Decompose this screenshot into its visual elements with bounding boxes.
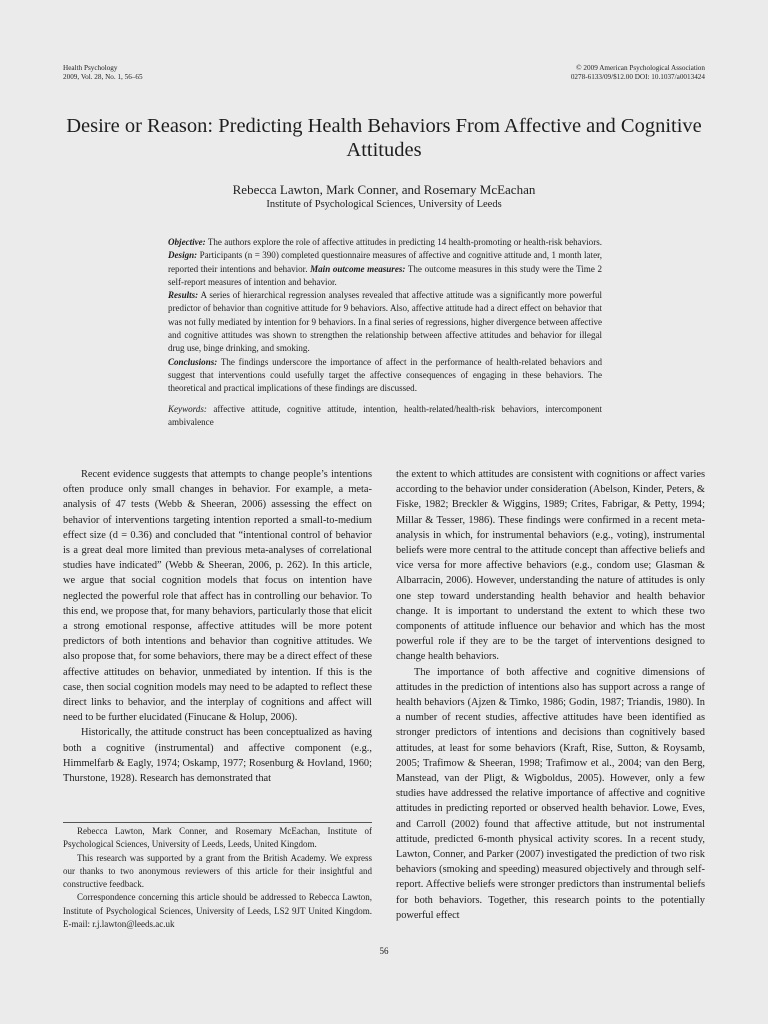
design-text: Participants (n = 390) completed questionnaire measures of affective and cognitive attitude and, 1 month later, reported their intentions and behavior. xyxy=(168,250,602,274)
body-column-right xyxy=(396,467,705,923)
measures-label: Main outcome measures: xyxy=(310,263,406,274)
article-title: Desire or Reason: Predicting Health Behaviors From Affective and Cognitive Attitudes xyxy=(66,115,702,161)
measures-text: The outcome measures in this study were the Time 2 self-report measures of intention and behavior. xyxy=(168,263,603,287)
doi-line: 0278-6133/09/$12.00 DOI: 10.1037/a0013424 xyxy=(570,73,705,81)
keywords-text: affective attitude, cognitive attitude, intention, health-related/health-risk behaviors, intercomponent ambivalence xyxy=(168,404,602,428)
footnote: Rebecca Lawton, Mark Conner, and Rosemary McEachan, Institute of Psychological Sciences, University of Leeds, Leeds, United Kingdom. xyxy=(63,826,372,850)
keywords xyxy=(168,403,602,430)
objective-label: Objective: xyxy=(168,237,206,247)
journal-citation-header xyxy=(63,64,143,82)
abstract-results xyxy=(168,289,602,355)
conclusions-label: Conclusions: xyxy=(168,356,218,367)
body-paragraph: Recent evidence suggests that attempts to change people’s intentions often produce only small changes in behavior. For example, a meta-analysis of 47 tests (Webb & Sheeran, 2006) assessing the effect on behavior of interventions targeting intention reported a small-to-medium effect size (d = 0.36) and concluded that “intentional control of behavior is a great deal more limited than previous meta-analyses of correlational studies have indicated” (Webb & Sheeran, 2006, p. 262). In this article, we argue that social cognition models that focus on intention have neglected the powerful role that affect has in controlling our behavior. To this end, we propose that, for many behaviors, particularly those that elicit a strong emotional response, affective attitudes will be more potent predictors of both intentions and behavior than cognitive attitudes. We also propose that, for some behaviors, there may be a direct effect of these affective attitudes on behavior, unmediated by intention. If this is the case, then social cognition models may need to be adapted to reflect these direct links to behavior, and the interplay of cognitions and affect will need to be further elucidated (Finucane & Holup, 2006). xyxy=(63,469,372,724)
keywords-label: Keywords: xyxy=(168,404,207,414)
journal-name: Health Psychology xyxy=(63,64,118,72)
body-paragraph: The importance of both affective and cognitive dimensions of attitudes in the prediction of intentions also has support across a range of health behaviors (Ajzen & Timko, 1986; Godin, 1987; Triandis, 1980). In a number of recent studies, affective attitudes have been identified as stronger predictors of intentions and decisions than cognitively based attitudes, at least for some behaviors (Kraft, Rise, Sutton, & Roysamb, 2005; Trafimow & Sheeran, 1998; Trafimow et al., 2004; van den Berg, Manstead, van der Pligt, & Wigboldus, 2005). However, only a few studies have addressed the relative importance of affective and cognitive attitudes in predicting reported or observed health behavior. Lowe, Eves, and Carroll (2002) found that affective attitude, but not instrumental attitude, predicted 6-month physical activity scores. In a recent study, Lawton, Conner, and Parker (2007) investigated the prediction of two risk behaviors (smoking and speeding) measured objectively and through self-report. Affective beliefs were stronger predictors than instrumental beliefs for both behaviors. Together, this research points to the potentially powerful effect xyxy=(396,666,705,921)
results-text: A series of hierarchical regression analyses revealed that affective attitude was a significantly more powerful predictor of behavior than cognitive attitude for 9 behaviors. Also, affective attitude had a direct effect on behavior that was not fully mediated by intention for 9 behaviors. In a final series of regressions, higher divergence between affective and cognitive attitudes was shown to strengthen the relationship between affective attitudes and behavior for illegal drug use, binge drinking, and smoking. xyxy=(168,290,602,354)
footnote-divider xyxy=(63,822,372,823)
body-column-left xyxy=(63,467,372,786)
article-authors: Rebecca Lawton, Mark Conner, and Rosemary McEachan xyxy=(232,182,536,197)
body-paragraph: the extent to which attitudes are consistent with cognitions or affect varies according to the behavior under consideration (Abelson, Kinder, Peters, & Fiske, 1982; Breckler & Wiggins, 1989; Crites, Fabrigar, & Petty, 1994; Millar & Tesser, 1986). These findings were confirmed in a recent meta-analysis in which, for instrumental behaviors (e.g., voting), instrumental beliefs were more central to the attitude concept than affective beliefs and vice versa for more affective behaviors (e.g., condom use; Glasman & Albarracin, 2006). However, understanding the nature of attitudes is only one step toward understanding health behavior and health behavior change. It is important to understand the extent to which these two components of attitude influence our behavior and which has the most powerful role if they are to be the target of interventions designed to change health behaviors. xyxy=(396,469,705,663)
body-paragraph: Historically, the attitude construct has been conceptualized as having both a cognitive (instrumental) and affective component (e.g., Himmelfarb & Eagly, 1974; Oskamp, 1977; Rosenburg & Hovland, 1960; Thurstone, 1928). Research has demonstrated that xyxy=(63,727,372,785)
conclusions-text: The findings underscore the importance of affect in the performance of health-related behaviors and suggest that interventions could usefully target the affective consequences of engaging in these behaviors. The theoretical and practical implications of these findings are discussed. xyxy=(168,356,602,394)
copyright-header xyxy=(571,64,705,82)
page-number: 56 xyxy=(379,946,389,956)
abstract-conclusions xyxy=(168,356,602,396)
footnote: Correspondence concerning this article should be addressed to Rebecca Lawton, Institute of Psychological Sciences, University of Leeds, LS2 9JT United Kingdom. E-mail: r.j.lawton@leeds.ac.uk xyxy=(63,892,372,930)
author-affiliation: Institute of Psychological Sciences, University of Leeds xyxy=(266,199,502,210)
abstract xyxy=(168,236,602,396)
objective-text: The authors explore the role of affective attitudes in predicting 14 health-promoting or health-risk behaviors. xyxy=(205,237,602,247)
design-label: Design: xyxy=(168,250,198,261)
results-label: Results: xyxy=(168,290,199,301)
author-footnotes xyxy=(63,825,372,931)
copyright-line: © 2009 American Psychological Association xyxy=(576,64,705,72)
volume-line: 2009, Vol. 28, No. 1, 56–65 xyxy=(63,73,143,81)
footnote: This research was supported by a grant from the British Academy. We express our thanks to two anonymous reviewers of this article for their insightful and constructive feedback. xyxy=(63,852,372,890)
abstract-objective-design xyxy=(168,236,602,289)
